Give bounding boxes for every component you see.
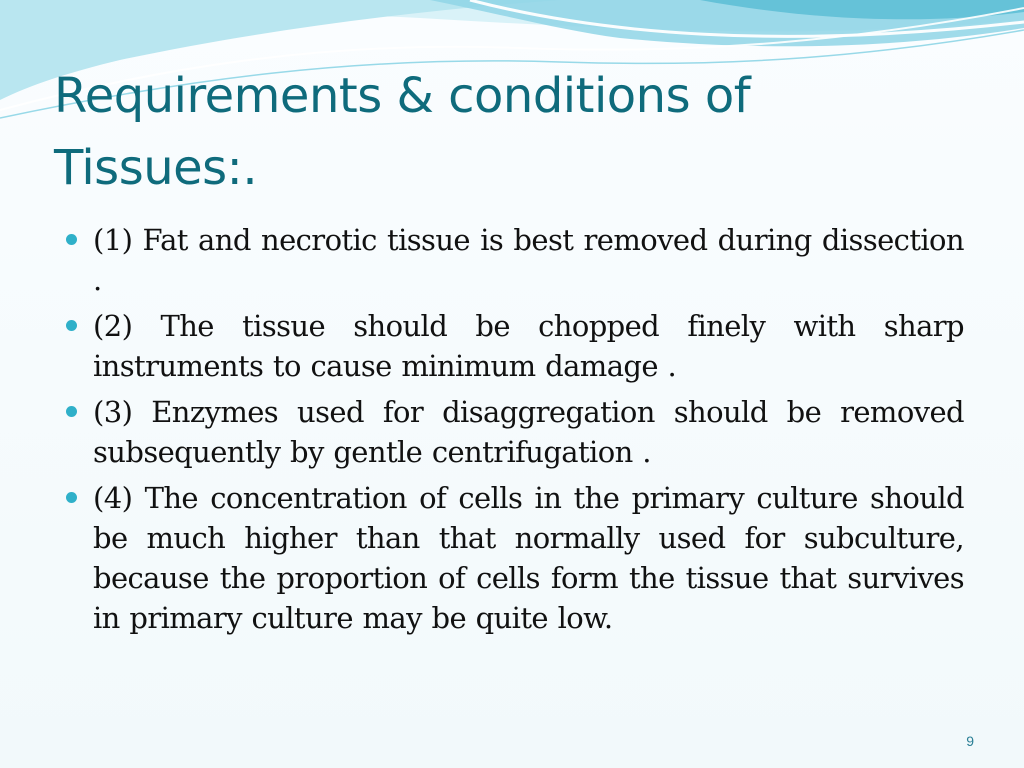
slide-number: 9	[966, 733, 974, 749]
bullet-list	[60, 220, 964, 644]
bullet-text: (1) Fat and necrotic tissue is best removed during dissection .	[93, 223, 964, 297]
bullet-text: (4) The concentration of cells in the primary culture should be much higher than that normally used for subculture, because the proportion of cells form the tissue that survives in primary culture may be quite low.	[93, 481, 964, 635]
bullet-item	[60, 220, 964, 300]
bullet-dot-icon	[66, 320, 77, 331]
bullet-item	[60, 306, 964, 386]
bullet-text: (3) Enzymes used for disaggregation should be removed subsequently by gentle centrifugation .	[93, 395, 964, 469]
bullet-dot-icon	[66, 406, 77, 417]
bullet-dot-icon	[66, 492, 77, 503]
bullet-dot-icon	[66, 234, 77, 245]
bullet-item	[60, 392, 964, 472]
bullet-text: (2) The tissue should be chopped finely with sharp instruments to cause minimum damage .	[93, 309, 964, 383]
slide-title: Requirements & conditions of Tissues:.	[54, 68, 751, 196]
bullet-item	[60, 478, 964, 638]
